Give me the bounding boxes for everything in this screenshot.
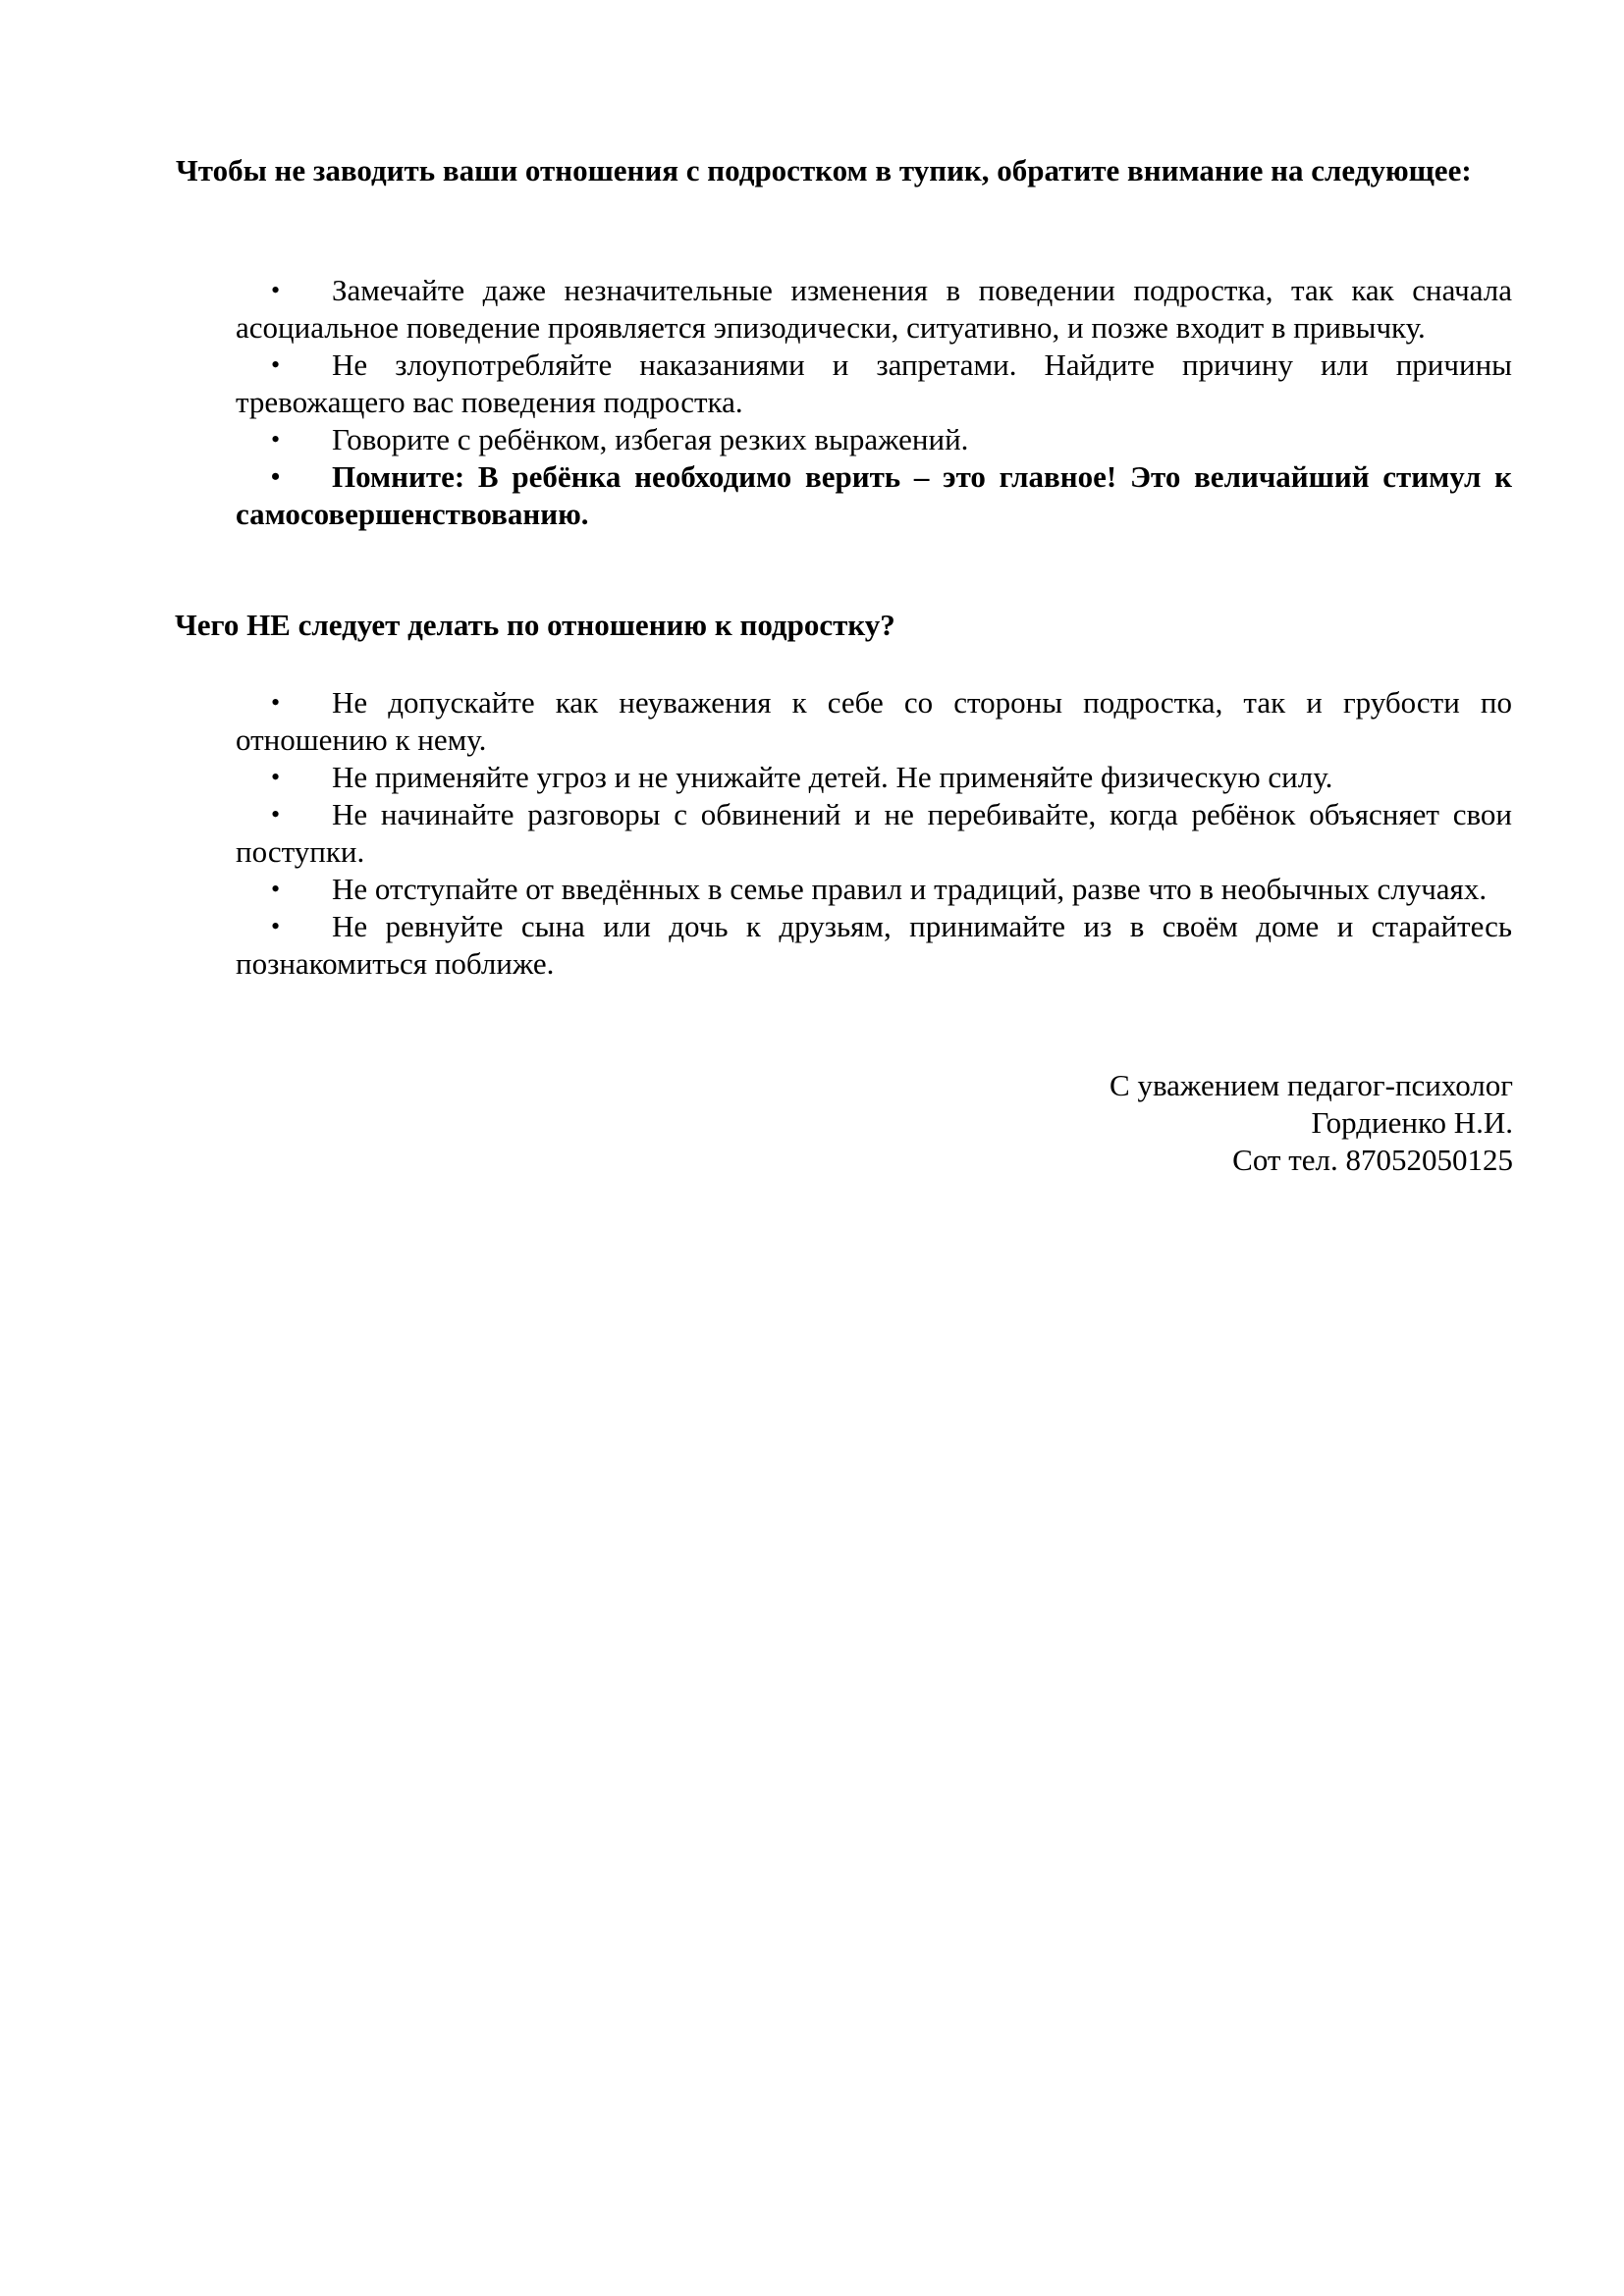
signature-title: С уважением педагог-психолог [1110, 1068, 1513, 1102]
section2-list [236, 684, 1512, 983]
list-item [236, 908, 1512, 983]
list-item [236, 796, 1512, 871]
bullet-icon: • [271, 912, 281, 940]
list-item-text: Не ревнуйте сына или дочь к друзьям, принимайте из в своём доме и старайтесь познакомиться поближе. [236, 909, 1512, 981]
bullet-icon: • [271, 425, 281, 454]
list-item [236, 684, 1512, 759]
list-item-text: Не злоупотребляйте наказаниями и запретами. Найдите причину или причины тревожащего вас поведения подростка. [236, 347, 1512, 419]
signature-name: Гордиенко Н.И. [1311, 1105, 1513, 1140]
signature-block [1110, 1067, 1513, 1179]
section2-heading: Чего НЕ следует делать по отношению к подростку? [175, 608, 895, 642]
list-item [236, 871, 1512, 908]
bullet-icon: • [271, 462, 281, 491]
list-item-text: Не начинайте разговоры с обвинений и не перебивайте, когда ребёнок объясняет свои поступки. [236, 797, 1512, 869]
bullet-icon: • [271, 763, 281, 791]
bullet-icon: • [271, 276, 281, 304]
section1-heading: Чтобы не заводить ваши отношения с подростком в тупик, обратите внимание на следующее: [176, 153, 1472, 187]
list-item-text: Не допускайте как неуважения к себе со стороны подростка, так и грубости по отношению к нему. [236, 685, 1512, 757]
list-item [236, 272, 1512, 347]
list-item-text: Не применяйте угроз и не унижайте детей. Не применяйте физическую силу. [332, 760, 1333, 794]
list-item [236, 759, 1512, 796]
list-item-text: Замечайте даже незначительные изменения в поведении подростка, так как сначала асоциальное поведение проявляется эпизодически, ситуативно, и позже входит в привычку. [236, 273, 1512, 345]
list-item-text: Помните: В ребёнка необходимо верить – это главное! Это величайший стимул к самосовершенствованию. [236, 459, 1512, 531]
bullet-icon: • [271, 875, 281, 903]
bullet-icon: • [271, 350, 281, 379]
bullet-icon: • [271, 688, 281, 717]
list-item [236, 347, 1512, 421]
list-item-text: Не отступайте от введённых в семье правил и традиций, разве что в необычных случаях. [332, 872, 1488, 906]
list-item-emphasis [236, 458, 1512, 533]
signature-phone: Сот тел. 87052050125 [1232, 1143, 1513, 1177]
list-item-text: Говорите с ребёнком, избегая резких выражений. [332, 422, 969, 456]
section1-list [236, 272, 1512, 533]
bullet-icon: • [271, 800, 281, 828]
list-item [236, 421, 1512, 458]
